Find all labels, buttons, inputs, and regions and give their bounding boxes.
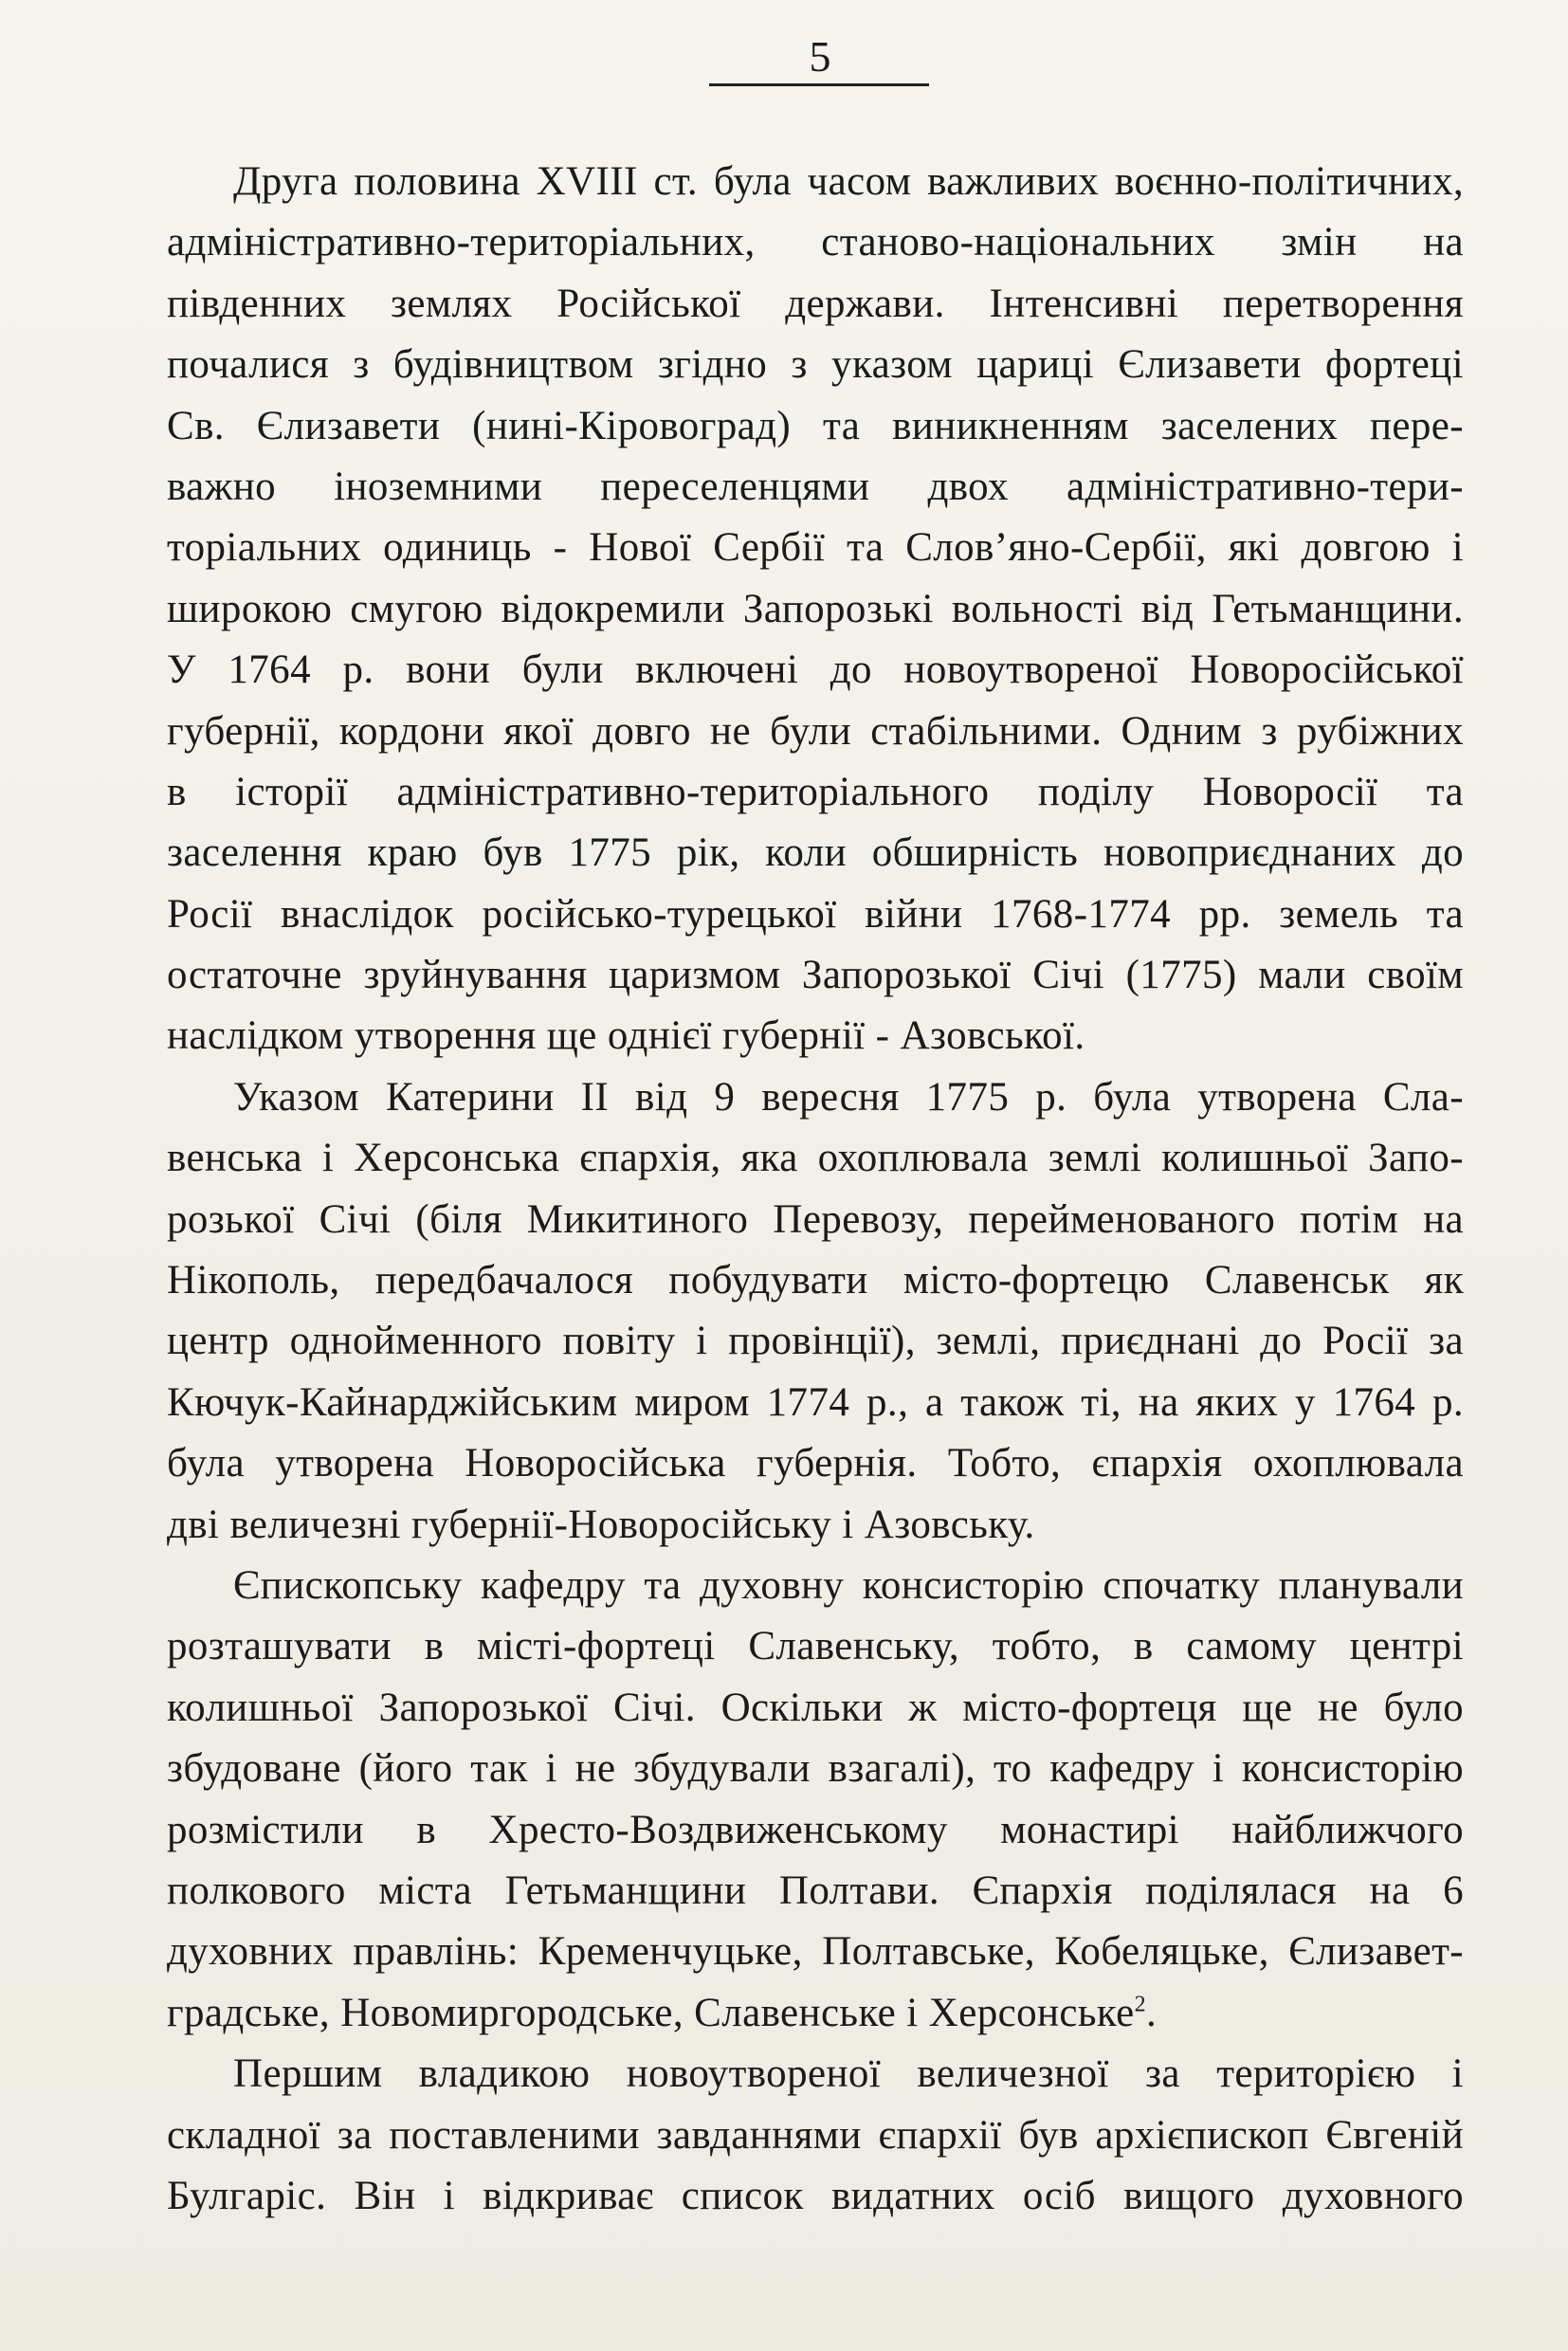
text-line: дві величезні губернії-Новоросійську і Азовську. xyxy=(167,1502,1035,1547)
text-line: венська і Херсонська єпархія, яка охоплювала землі колишньої Запо- xyxy=(167,1136,1464,1181)
text-line: Першим владикою новоутвореної величезної за територією і xyxy=(233,2051,1464,2097)
text-line: Булгаріс. Він і відкриває список видатних осіб вищого духовного xyxy=(167,2173,1464,2218)
text-line: Нікополь, передбачалося побудувати місто-фортецю Славенськ як xyxy=(167,1258,1464,1303)
page-number: 5 xyxy=(809,32,831,81)
text-line: розької Січі (біля Микитиного Перевозу, перейменованого потім на xyxy=(167,1196,1464,1242)
text-line: Єпископську кафедру та духовну консисторію спочатку планували xyxy=(233,1562,1464,1608)
text-line: остаточне зруйнування царизмом Запорозької Січі (1775) мали своїм xyxy=(167,953,1464,998)
page-number-rule xyxy=(709,83,929,86)
text-line: губернії, кордони якої довго не були стабільними. Одним з рубіжних xyxy=(167,708,1464,754)
text-line: колишньої Запорозької Січі. Оскільки ж місто-фортеця ще не було xyxy=(167,1685,1464,1730)
text-line: була утворена Новоросійська губернія. Тобто, єпархія охоплювала xyxy=(167,1441,1464,1486)
text-line: важно іноземними переселенцями двох адміністративно-тери- xyxy=(167,464,1464,509)
text-line: збудоване (його так і не збудували взагалі), то кафедру і консисторію xyxy=(167,1746,1464,1792)
text-line: почалися з будівництвом згідно з указом цариці Єлизавети фортеці xyxy=(167,342,1464,388)
text-line: Указом Катерини II від 9 вересня 1775 р. була утворена Сла- xyxy=(233,1074,1464,1120)
text-line: південних землях Російської держави. Інтенсивні перетворення xyxy=(167,281,1464,326)
text-line-with-footnote xyxy=(167,1983,1464,2044)
sentence-end-period: . xyxy=(1146,1990,1158,2035)
text-line: широкою смугою відокремили Запорозькі вольності від Гетьманщини. xyxy=(167,586,1464,631)
text-line: У 1764 р. вони були включені до новоутвореної Новоросійської xyxy=(167,647,1464,693)
text-line: розмістили в Хресто-Воздвиженському монастирі найближчого xyxy=(167,1807,1464,1852)
text-line: заселення краю був 1775 рік, коли обширність новоприєднаних до xyxy=(167,830,1464,876)
text-line: Св. Єлизавети (нині-Кіровоград) та виникненням заселених пере- xyxy=(167,403,1464,448)
text-line: духовних правлінь: Кременчуцьке, Полтавське, Кобеляцьке, Єлизавет- xyxy=(167,1929,1464,1975)
text-line: наслідком утворення ще однієї губернії - Азовської. xyxy=(167,1013,1085,1059)
text-line: Друга половина XVIII ст. була часом важливих воєнно-політичних, xyxy=(233,159,1464,204)
body-text xyxy=(167,152,1464,2227)
text-line: центр однойменного повіту і провінції), землі, приєднані до Росії за xyxy=(167,1319,1464,1364)
text-line: адміністративно-територіальних, станово-національних змін на xyxy=(167,220,1464,265)
text-line: розташувати в місті-фортеці Славенську, тобто, в самому центрі xyxy=(167,1624,1464,1669)
footnote-marker[interactable]: 2 xyxy=(1134,1992,1147,2017)
text-line: полкового міста Гетьманщини Полтави. Єпархія поділялася на 6 xyxy=(167,1868,1464,1913)
text-line: складної за поставленими завданнями єпархії був архієпископ Євгеній xyxy=(167,2112,1464,2158)
text-line: Росії внаслідок російсько-турецької війни 1768-1774 рр. земель та xyxy=(167,891,1464,937)
text-line-content: градське, Новомиргородське, Славенське і Херсонське xyxy=(167,1990,1135,2035)
text-line: в історії адміністративно-територіального поділу Новоросії та xyxy=(167,769,1464,814)
text-line: торіальних одиниць - Нової Сербії та Слов’яно-Сербії, які довгою і xyxy=(167,525,1464,571)
text-line: Кючук-Кайнарджійським миром 1774 р., а також ті, на яких у 1764 р. xyxy=(167,1379,1464,1425)
